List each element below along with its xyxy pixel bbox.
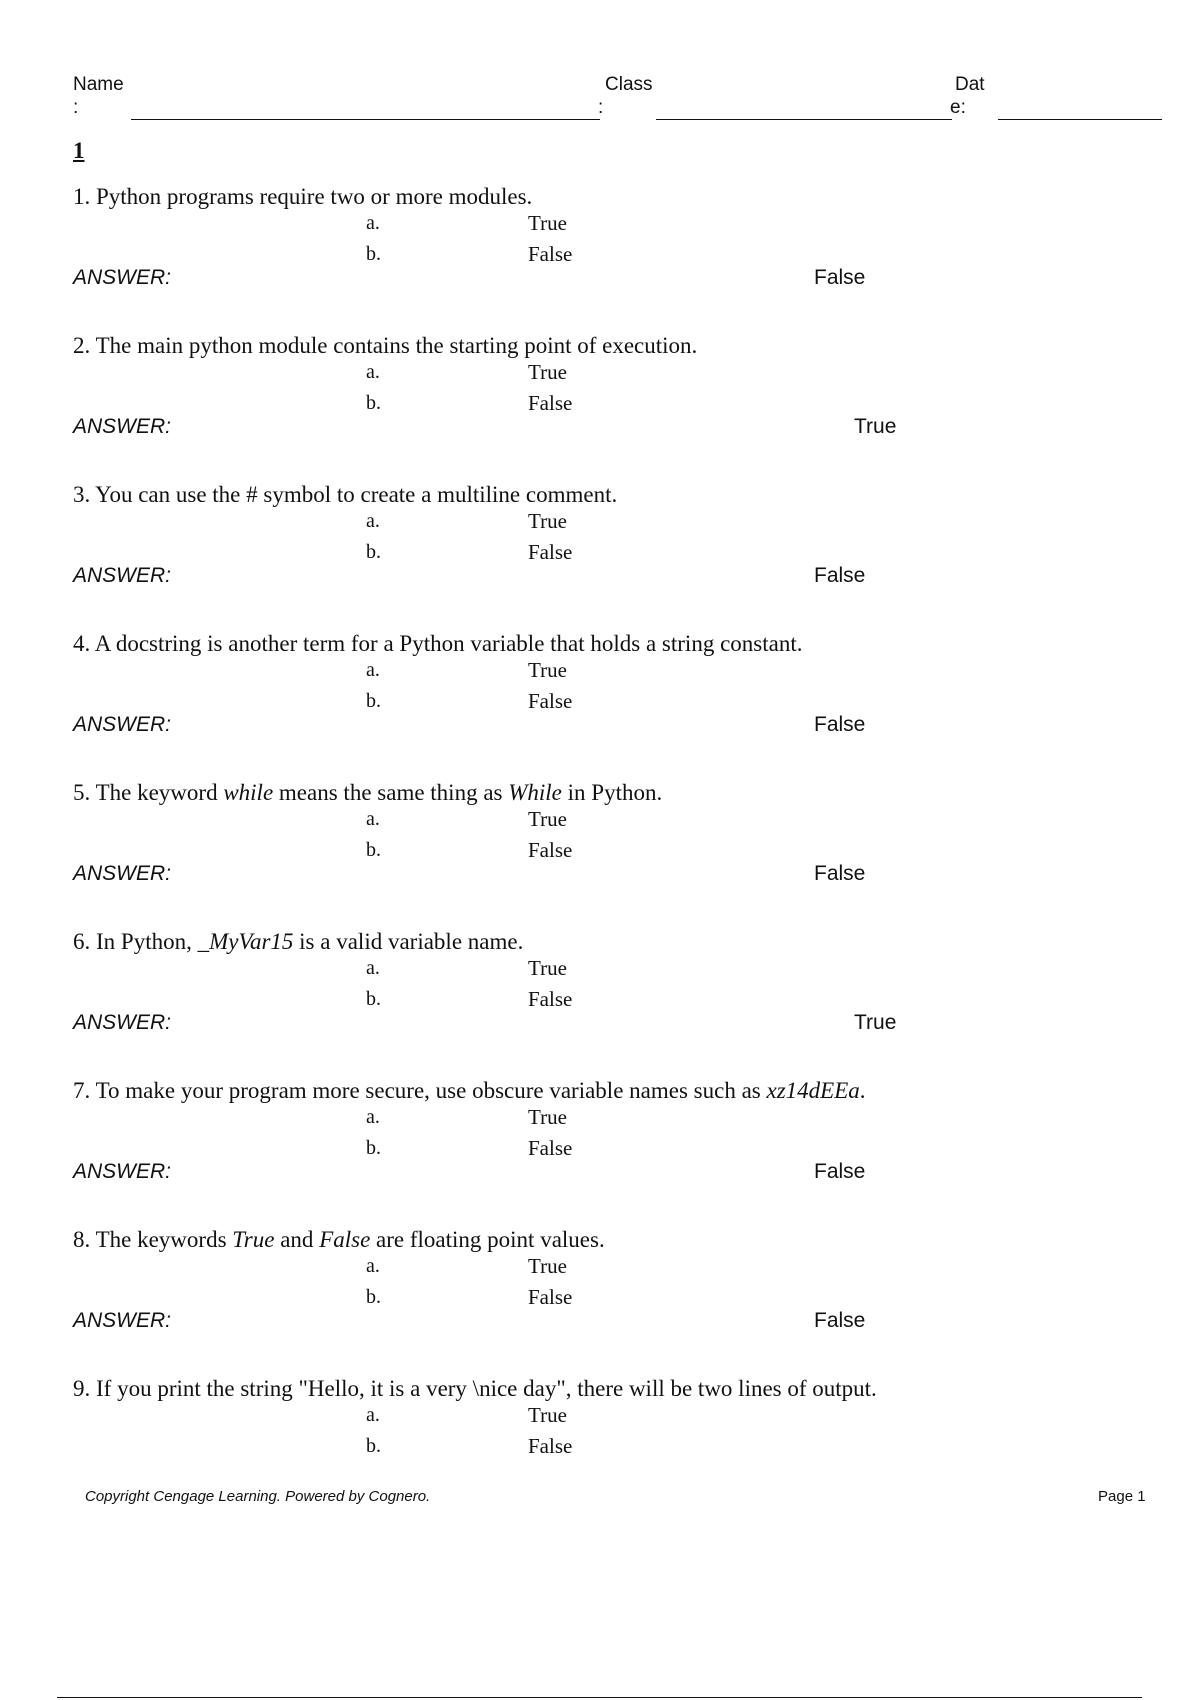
question-text: [73, 780, 662, 806]
option-letter[interactable]: b.: [366, 1286, 381, 1308]
option-text[interactable]: False: [528, 987, 573, 1011]
question-text-italic: True: [232, 1227, 275, 1252]
question-text-part: 8. The keywords: [73, 1227, 233, 1252]
option-text[interactable]: True: [528, 509, 567, 533]
answer-label: ANSWER:: [73, 713, 172, 736]
option-text[interactable]: False: [528, 1136, 573, 1160]
option-text[interactable]: False: [528, 242, 573, 266]
date-field-line[interactable]: [998, 119, 1162, 120]
question-text-part: 6. In Python,: [73, 929, 198, 954]
question-text-part: in Python.: [561, 780, 663, 805]
option-letter[interactable]: b.: [366, 690, 381, 712]
answer-value: False: [814, 862, 866, 885]
page-bottom-rule: [57, 1697, 1142, 1698]
question-text-part: and: [274, 1227, 320, 1252]
question-item: [0, 1227, 1200, 1367]
answer-label: ANSWER:: [73, 1160, 172, 1183]
name-field-line[interactable]: [131, 119, 600, 120]
question-text-part: 7. To make your program more secure, use obscure variable names such as: [73, 1078, 767, 1103]
option-letter[interactable]: a.: [366, 212, 380, 234]
question-text-part: 4. A docstring is another term for a Python variable that holds a string constant.: [73, 631, 803, 656]
option-letter[interactable]: a.: [366, 1255, 380, 1277]
option-letter[interactable]: b.: [366, 988, 381, 1010]
section-number: 1: [73, 138, 85, 163]
date-label: Dat: [955, 74, 985, 95]
option-letter[interactable]: b.: [366, 541, 381, 563]
option-text[interactable]: False: [528, 540, 573, 564]
question-item: [0, 631, 1200, 771]
option-text[interactable]: True: [528, 1403, 567, 1427]
option-text[interactable]: True: [528, 1105, 567, 1129]
question-text-part: 2. The main python module contains the starting point of execution.: [73, 333, 698, 358]
option-letter[interactable]: b.: [366, 243, 381, 265]
option-letter[interactable]: b.: [366, 1137, 381, 1159]
question-text: [73, 184, 532, 210]
question-text: [73, 333, 697, 359]
option-letter[interactable]: a.: [366, 1106, 380, 1128]
option-text[interactable]: True: [528, 360, 567, 384]
question-text-italic: While: [508, 780, 562, 805]
option-text[interactable]: True: [528, 807, 567, 831]
question-item: [0, 780, 1200, 920]
question-text: [73, 482, 617, 508]
option-letter[interactable]: a.: [366, 957, 380, 979]
option-text[interactable]: True: [528, 956, 567, 980]
class-label-colon: :: [598, 97, 604, 118]
copyright-text: Copyright Cengage Learning. Powered by Cognero.: [85, 1488, 431, 1505]
question-text: [73, 1227, 605, 1253]
question-item: [0, 333, 1200, 473]
question-text-italic: False: [319, 1227, 371, 1252]
name-label-colon: :: [73, 97, 79, 118]
question-text-part: are floating point values.: [370, 1227, 605, 1252]
class-label: Class: [605, 74, 653, 95]
answer-label: ANSWER:: [73, 415, 172, 438]
answer-value: False: [814, 266, 866, 289]
option-letter[interactable]: a.: [366, 808, 380, 830]
answer-label: ANSWER:: [73, 1011, 172, 1034]
option-text[interactable]: False: [528, 689, 573, 713]
question-text-italic: xz14dEEa: [766, 1078, 860, 1103]
option-letter[interactable]: a.: [366, 510, 380, 532]
question-text-part: 5. The keyword: [73, 780, 224, 805]
name-label: Name: [73, 74, 124, 95]
class-field-line[interactable]: [656, 119, 952, 120]
option-letter[interactable]: a.: [366, 1404, 380, 1426]
answer-value: True: [854, 1011, 897, 1034]
answer-value: False: [814, 564, 866, 587]
question-item: [0, 929, 1200, 1069]
option-letter[interactable]: b.: [366, 392, 381, 414]
answer-label: ANSWER:: [73, 1309, 172, 1332]
option-text[interactable]: True: [528, 211, 567, 235]
question-text-part: 1. Python programs require two or more modules.: [73, 184, 533, 209]
question-text-italic: while: [223, 780, 274, 805]
option-letter[interactable]: a.: [366, 361, 380, 383]
question-text: [73, 1376, 877, 1402]
question-text-part: is a valid variable name.: [293, 929, 524, 954]
page-number: Page 1: [1098, 1488, 1146, 1505]
question-text-italic: _MyVar15: [197, 929, 294, 954]
option-letter[interactable]: b.: [366, 1435, 381, 1457]
date-label-suffix: e:: [950, 97, 966, 118]
question-item: [0, 184, 1200, 324]
answer-label: ANSWER:: [73, 862, 172, 885]
answer-value: False: [814, 1309, 866, 1332]
question-text: [73, 631, 802, 657]
option-letter[interactable]: b.: [366, 839, 381, 861]
option-text[interactable]: False: [528, 1434, 573, 1458]
question-text-part: .: [859, 1078, 866, 1103]
question-text-part: 3. You can use the # symbol to create a multiline comment.: [73, 482, 618, 507]
question-text: [73, 1078, 866, 1104]
question-item: [0, 482, 1200, 622]
option-text[interactable]: False: [528, 391, 573, 415]
option-letter[interactable]: a.: [366, 659, 380, 681]
option-text[interactable]: True: [528, 1254, 567, 1278]
question-text-part: means the same thing as: [273, 780, 509, 805]
option-text[interactable]: True: [528, 658, 567, 682]
answer-label: ANSWER:: [73, 564, 172, 587]
answer-value: False: [814, 713, 866, 736]
question-text: [73, 929, 523, 955]
question-text-part: 9. If you print the string "Hello, it is a very \nice day", there will be two lines of output.: [73, 1376, 877, 1401]
question-item: [0, 1078, 1200, 1218]
option-text[interactable]: False: [528, 838, 573, 862]
answer-value: False: [814, 1160, 866, 1183]
option-text[interactable]: False: [528, 1285, 573, 1309]
answer-label: ANSWER:: [73, 266, 172, 289]
answer-value: True: [854, 415, 897, 438]
